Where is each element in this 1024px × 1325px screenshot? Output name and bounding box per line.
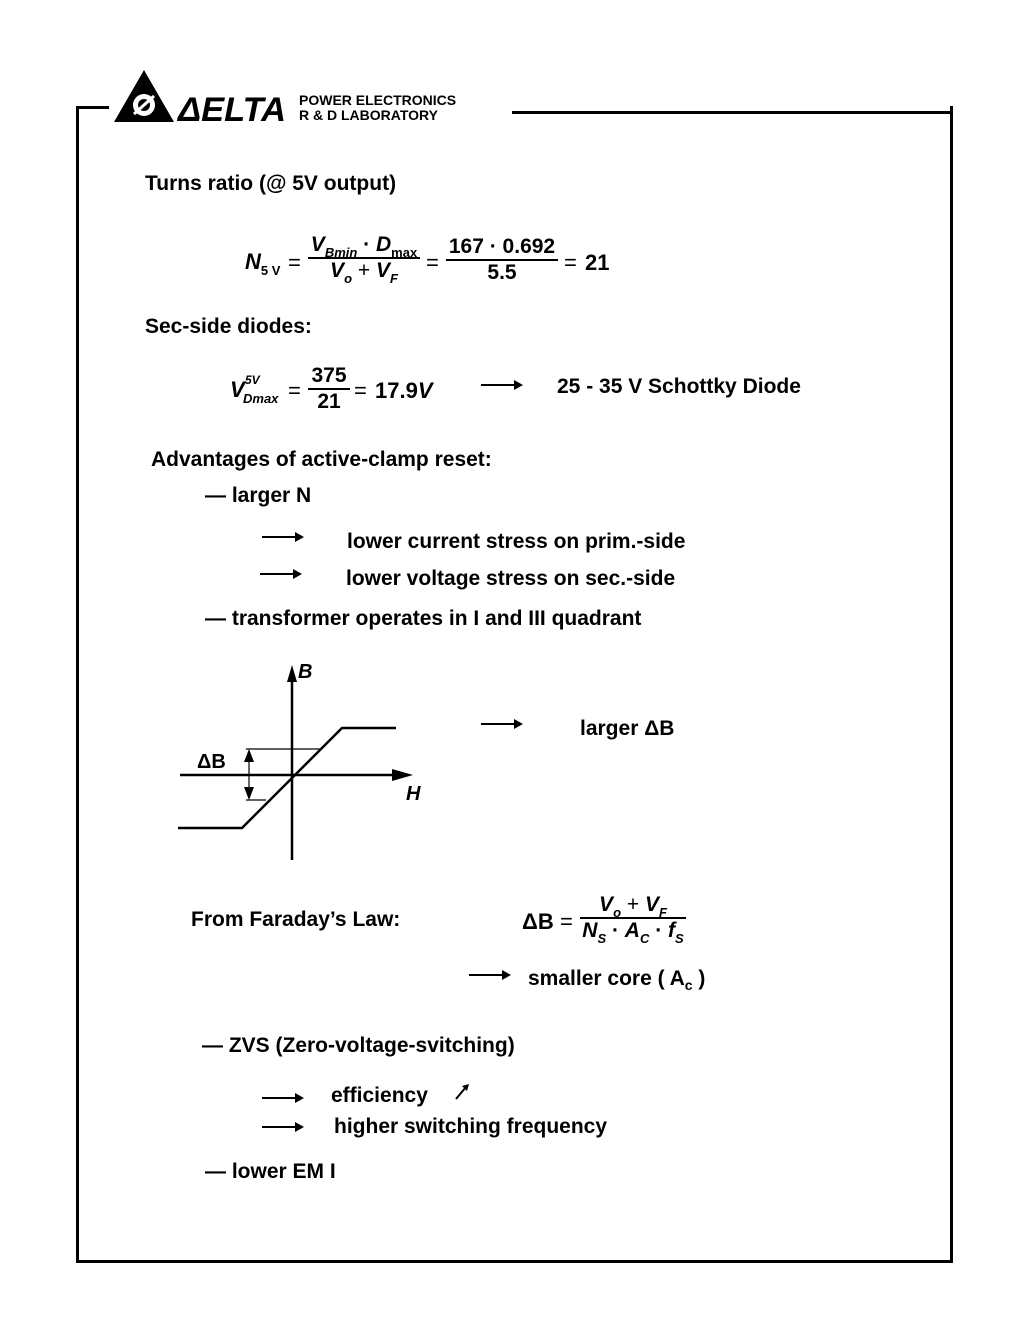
sec-diodes-heading: Sec-side diodes: [145,315,312,338]
faraday-label: From Faraday’s Law: [191,908,401,931]
faraday-den-a: A [624,918,640,942]
core-end: ) [692,967,706,990]
faraday-dot-1: · [611,918,619,942]
eq2-arrow-icon [481,384,521,386]
faraday-den-f-sub: S [675,930,684,946]
delta-b-label: ΔB [197,751,226,773]
advantage-zvs: — ZVS (Zero-voltage-svitching) [202,1034,515,1057]
advantage-larger-delta-b: larger ΔB [580,717,675,740]
eq1-num-d: D [376,233,392,256]
eq2-result [375,378,433,404]
faraday-equals: = [560,909,573,934]
increase-arrow-icon [454,1083,470,1101]
schottky-conclusion: 25 - 35 V Schottky Diode [557,375,801,398]
eq1-num-v: V [310,233,325,256]
eq1-num-v-sub: Bmin [324,245,358,260]
faraday-dot-2: · [655,918,663,942]
faraday-num-vf: V [644,893,659,916]
faraday-num-v-sub: o [613,905,622,920]
eq1-den-v: V [330,258,345,282]
eq1-equals-2: = [426,250,439,275]
bh-plot [170,655,440,870]
eq1-lhs-var: N [245,249,261,274]
faraday-lhs: ΔB [522,909,554,934]
advantages-heading: Advantages of active-clamp reset: [151,448,492,471]
eq1-den-plus: + [357,258,371,282]
eq1-num-d-sub: max [391,245,418,260]
eq2-result-num: 17.9 [375,378,418,403]
advantage-quadrant: — transformer operates in I and III quadrant [205,607,642,630]
faraday-den-f: f [668,918,676,942]
eq1-lhs-sub: 5 V [260,263,281,278]
eq1-den-v-sub: o [344,270,353,286]
faraday-num-plus: + [626,893,640,916]
core-text: smaller core ( A [528,967,685,990]
delta-logo-icon [112,68,292,126]
arrow-icon-frequency [262,1126,302,1128]
faraday-num-v: V [599,893,614,916]
arrow-icon-delta-b [481,723,521,725]
logo-wordmark: ΔELTA [175,91,286,126]
faraday-den-n: N [582,918,598,942]
eq1-num-2: 167 · 0.692 [448,235,556,258]
eq2-den: 21 [317,389,341,413]
advantage-lower-current: lower current stress on prim.-side [347,530,686,553]
eq1-fraction-2 [446,235,558,285]
eq1-den-2: 5.5 [487,260,517,284]
h-axis-arrowhead [392,769,413,781]
eq1-den-vf-sub: F [389,270,398,286]
arrow-icon-current [262,536,302,538]
eq2-lhs-var: V [230,377,245,402]
advantage-lower-voltage: lower voltage stress on sec.-side [346,567,676,590]
advantage-larger-n: — larger N [205,484,312,507]
lab-line-1: POWER ELECTRONICS [299,92,457,108]
b-axis-arrowhead [287,665,297,682]
eq2-equals-2: = [354,378,367,403]
eq2-lhs-sub: Dmax [243,391,279,406]
eq2-fraction [308,364,350,414]
eq2-equals-1: = [288,378,301,403]
eq1-equals-1: = [288,250,301,275]
b-axis-label: B [298,661,313,683]
arrow-icon-efficiency [262,1097,302,1099]
arrow-icon-voltage [260,573,300,575]
faraday-fraction [580,893,686,946]
bh-curve [178,728,396,828]
eq2-lhs-sup: 5V [245,373,260,387]
core-sub: c [684,977,693,993]
faraday-num-vf-sub: F [658,905,667,920]
eq1-result: 21 [585,250,610,275]
eq2-result-unit: V [417,378,433,403]
advantage-higher-frequency: higher switching frequency [334,1115,608,1138]
arrow-icon-core [469,974,509,976]
eq1-fraction-1 [308,233,420,286]
eq1-den-vf: V [375,258,390,282]
eq2-num: 375 [311,364,347,387]
eq1-num-dot: · [363,233,371,256]
faraday-den-n-sub: S [597,930,607,946]
h-axis-label: H [406,783,421,805]
turns-ratio-heading: Turns ratio (@ 5V output) [145,172,397,195]
lab-line-2: R & D LABORATORY [299,107,438,123]
eq1-equals-3: = [564,250,577,275]
advantage-efficiency: efficiency [331,1084,428,1107]
faraday-den-a-sub: C [639,930,650,946]
smaller-core-conclusion [528,967,705,991]
advantage-lower-emi: — lower EM I [205,1160,336,1183]
